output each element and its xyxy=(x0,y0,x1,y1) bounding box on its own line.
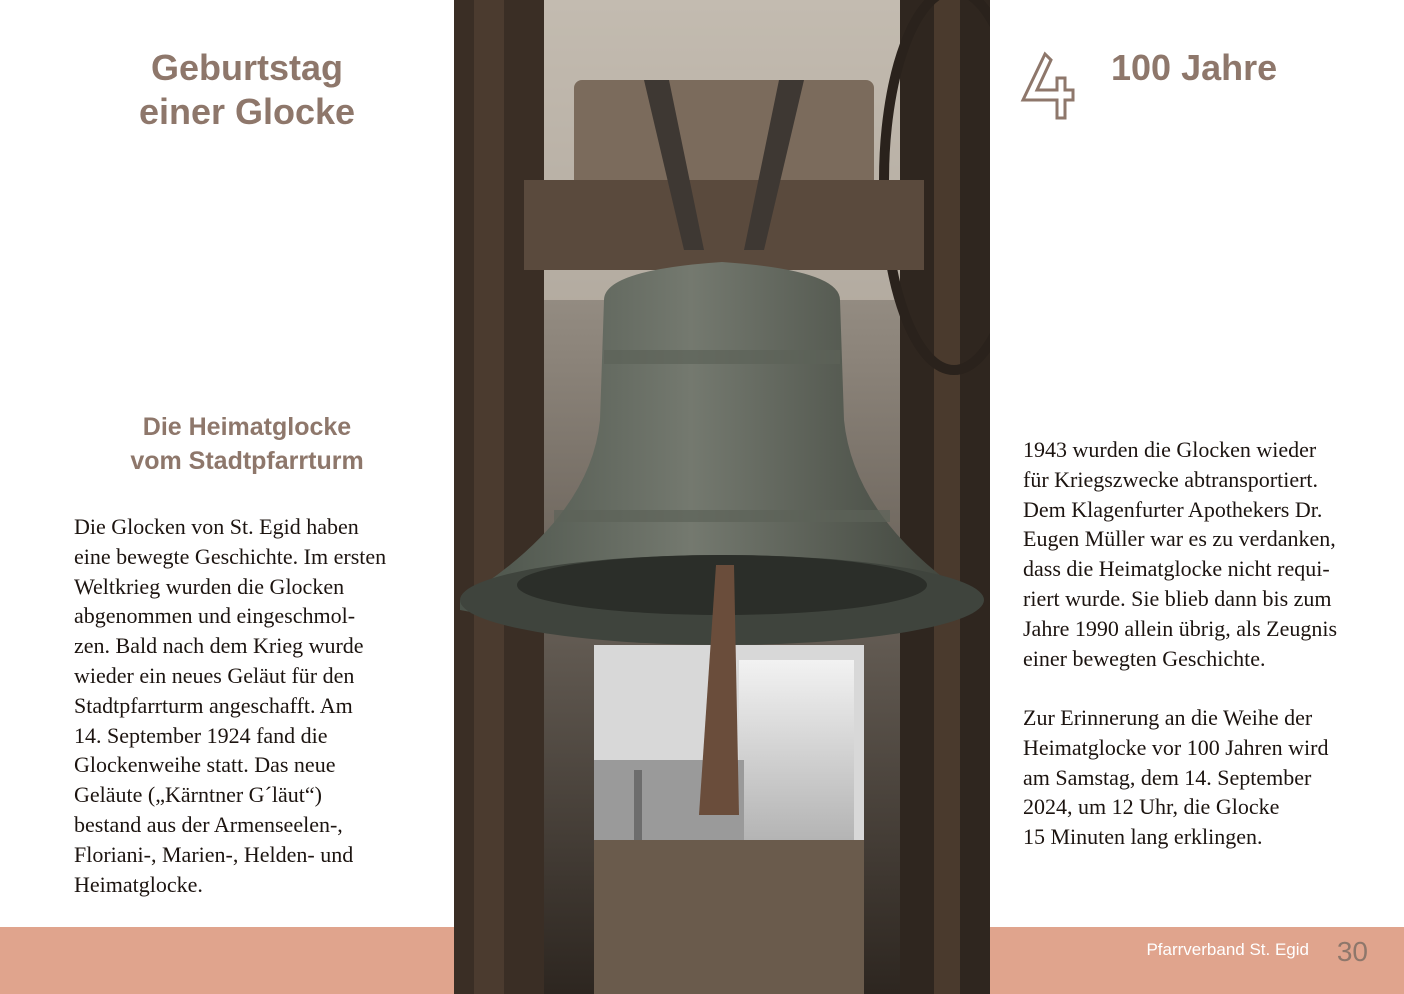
page-title xyxy=(40,46,454,134)
body-text-left xyxy=(74,512,434,899)
text-line: Dem Klagenfurter Apothekers Dr. xyxy=(1023,496,1323,522)
title-line: Geburtstag xyxy=(150,47,344,88)
text-line: für Kriegszwecke abtransportiert. xyxy=(1023,466,1319,492)
text-line: einer bewegten Geschichte. xyxy=(1023,645,1266,671)
text-line: bestand aus der Armenseelen-, xyxy=(74,811,343,837)
text-line: Heimatglocke. xyxy=(74,871,203,897)
text-line: 1943 wurden die Glocken wieder xyxy=(1023,437,1317,462)
text-line: Stadtpfarrturm angeschafft. Am xyxy=(74,692,353,718)
text-line: Zur Erinnerung an die Weihe der xyxy=(1023,705,1313,730)
body-text-right-paragraph-1 xyxy=(1023,435,1383,673)
text-line: wieder ein neues Geläut für den xyxy=(74,662,355,688)
text-line: Eugen Müller war es zu verdanken, xyxy=(1023,526,1336,552)
text-line: Jahre 1990 allein übrig, als Zeugnis xyxy=(1023,615,1338,641)
text-line: 2024, um 12 Uhr, die Glocke xyxy=(1023,794,1280,820)
body-text-right-paragraph-2 xyxy=(1023,703,1383,852)
text-line: abgenommen und eingeschmol- xyxy=(74,603,356,629)
text-line: Floriani-, Marien-, Helden- und xyxy=(74,841,354,867)
title-line: einer Glocke xyxy=(138,91,356,132)
number-4-outline-icon xyxy=(1019,50,1077,122)
text-line: 15 Minuten lang erklingen. xyxy=(1023,824,1263,850)
text-line: eine bewegte Geschichte. Im ersten xyxy=(74,543,387,569)
text-line: dass die Heimatglocke nicht requi- xyxy=(1023,556,1330,582)
text-line: Glockenweihe statt. Das neue xyxy=(74,752,336,778)
bell-photo xyxy=(454,0,990,994)
text-line: Weltkrieg wurden die Glocken xyxy=(74,573,345,599)
footer-label: Pfarrverband St. Egid xyxy=(1146,940,1309,959)
text-line: am Samstag, dem 14. September xyxy=(1023,764,1312,790)
section-title: 100 Jahre xyxy=(1111,47,1278,88)
text-line: zen. Bald nach dem Krieg wurde xyxy=(74,633,364,659)
text-line: Geläute („Kärntner G´läut“) xyxy=(74,782,322,808)
left-column xyxy=(0,0,454,927)
subtitle xyxy=(40,410,454,478)
text-line: Die Glocken von St. Egid haben xyxy=(74,514,359,539)
page-number: 30 xyxy=(1336,936,1368,967)
text-line: Heimatglocke vor 100 Jahren wird xyxy=(1023,734,1329,760)
subtitle-line: Die Heimatglocke xyxy=(142,413,352,441)
subtitle-line: vom Stadtpfarrturm xyxy=(130,447,364,475)
text-line: 14. September 1924 fand die xyxy=(74,722,328,748)
text-line: riert wurde. Sie blieb dann bis zum xyxy=(1023,585,1332,611)
